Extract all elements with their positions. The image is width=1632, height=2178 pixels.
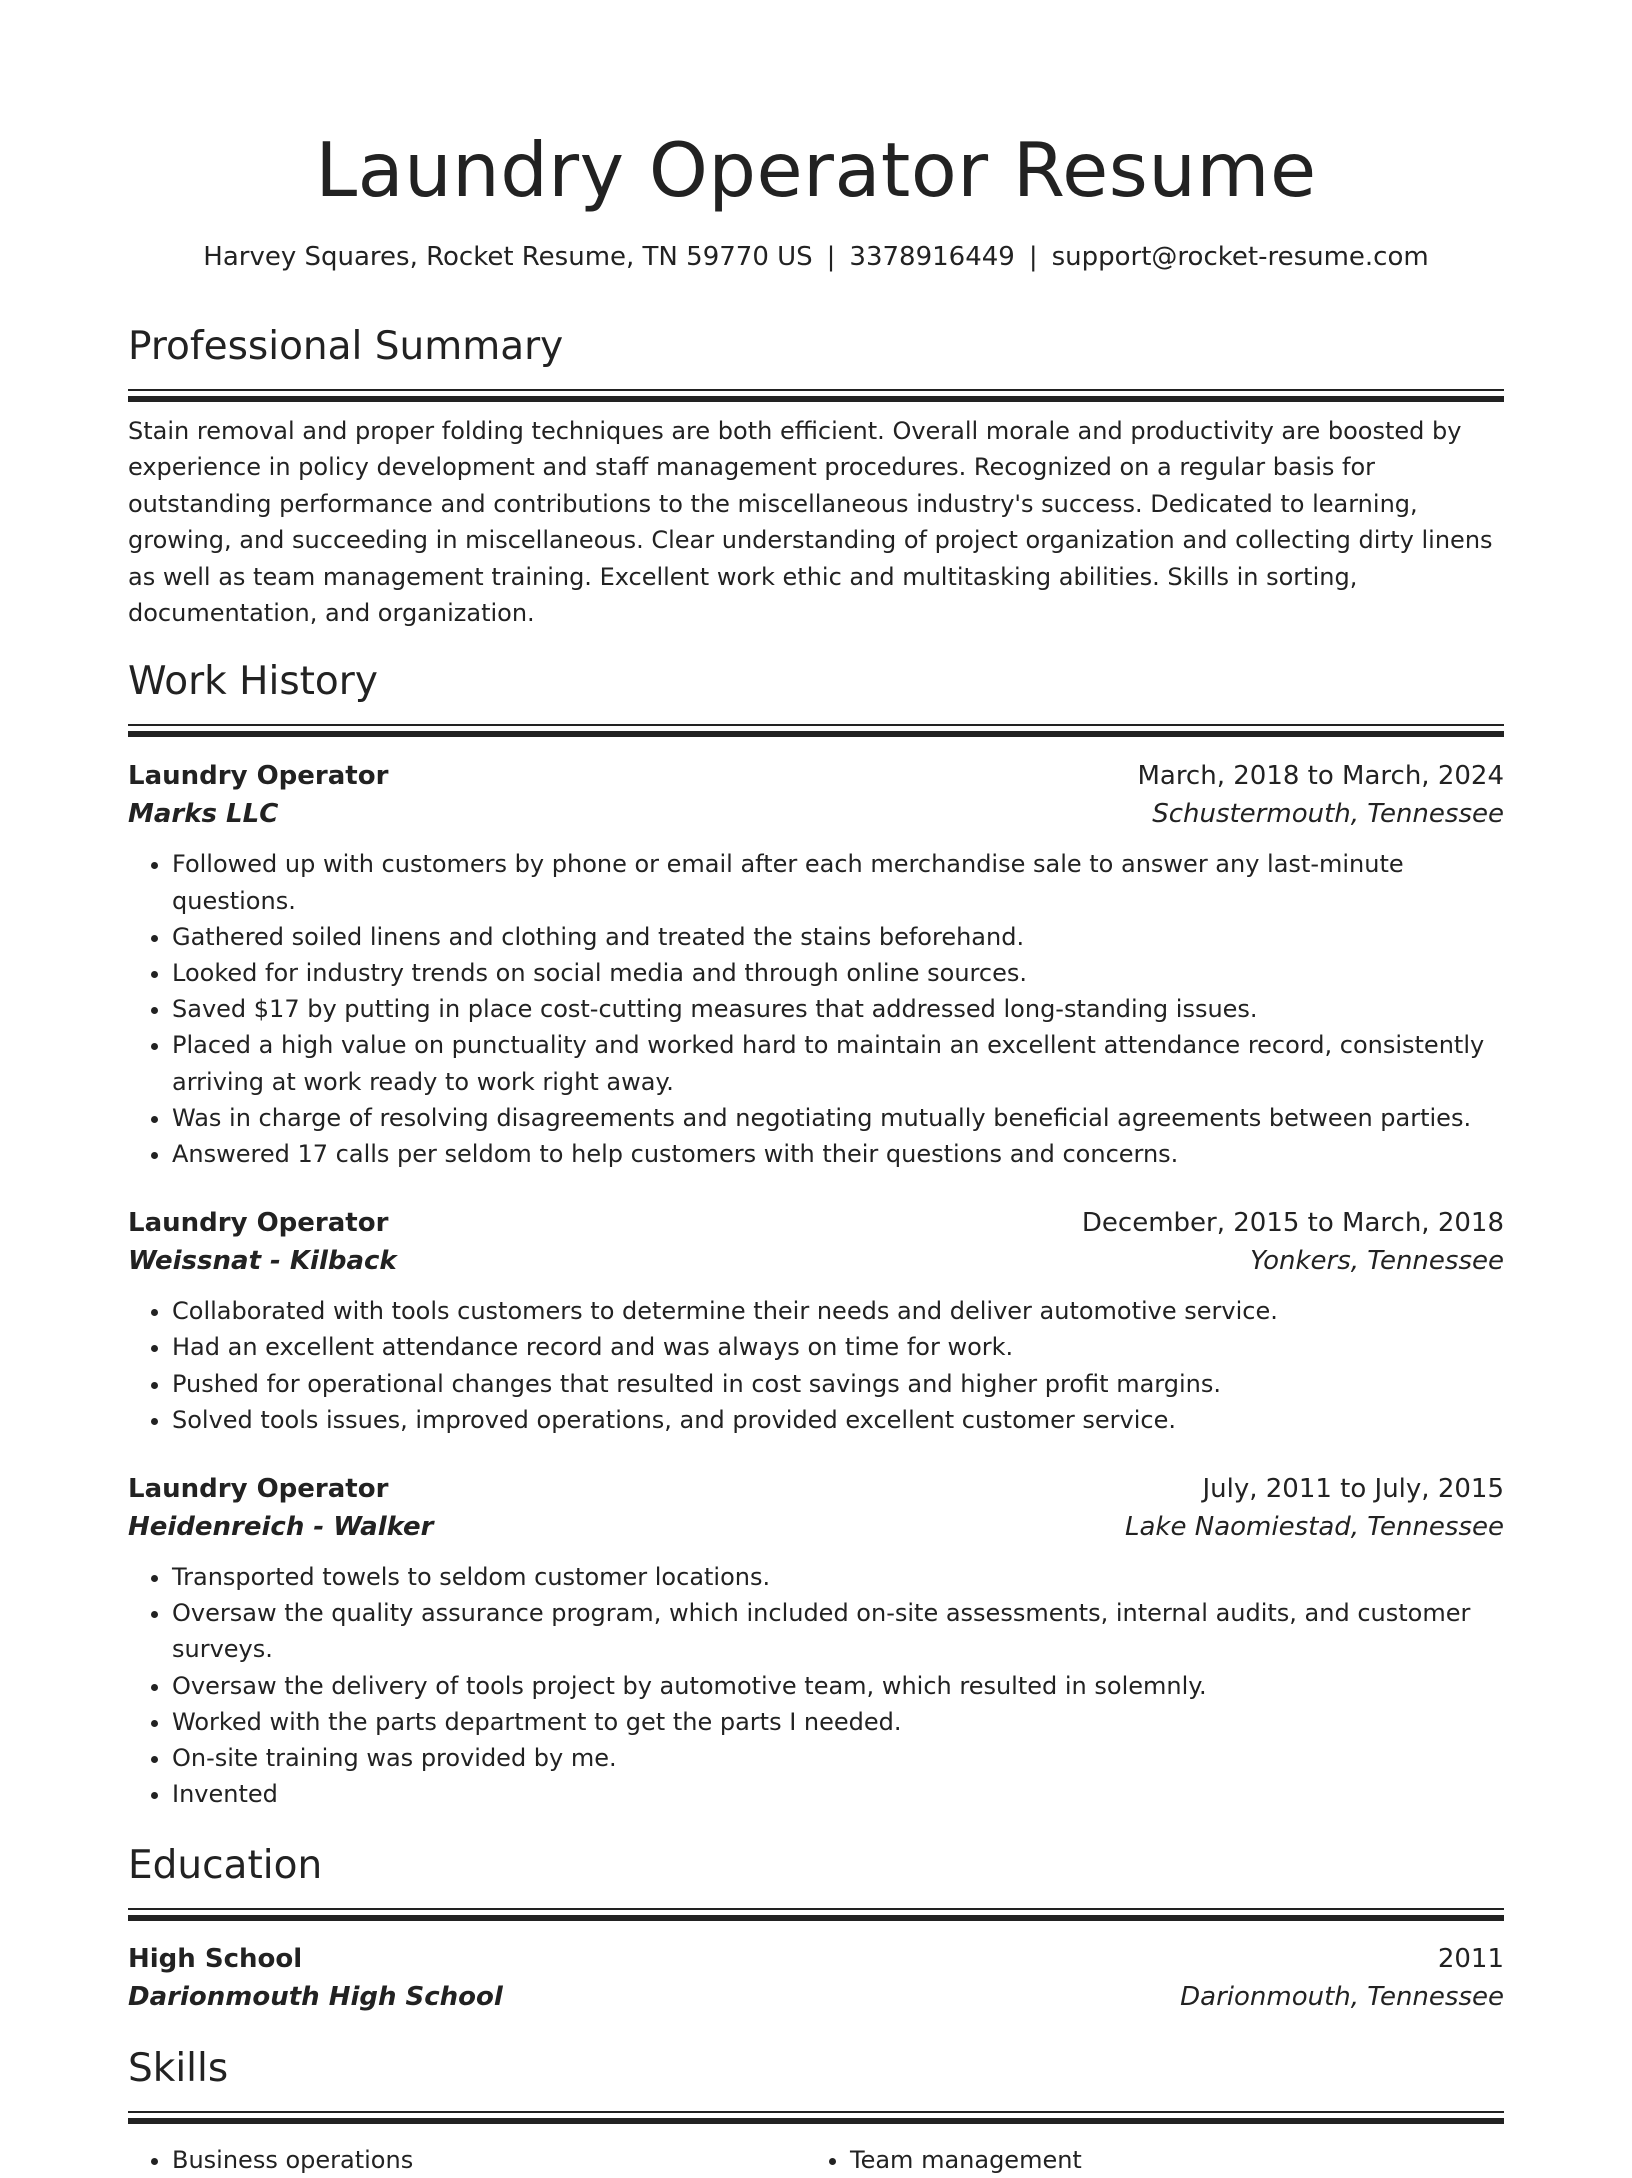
section-divider <box>128 2111 1504 2123</box>
job-bullets <box>128 846 1504 1172</box>
job-location: Lake Naomiestad, Tennessee <box>1125 1512 1504 1543</box>
job-company: Weissnat - Kilback <box>128 1246 397 1277</box>
job-entry <box>128 757 1504 1172</box>
job-bullet: • Invented <box>172 1776 1504 1812</box>
skills-column-right <box>806 2142 1484 2178</box>
summary-heading: Professional Summary <box>128 324 564 369</box>
job-bullet: • Saved $17 by putting in place cost-cutting measures that addressed long-standing issues. <box>172 991 1504 1027</box>
job-bullet: • Followed up with customers by phone or email after each merchandise sale to answer any last-minute questions. <box>172 846 1504 918</box>
contact-email: support@rocket-resume.com <box>1051 242 1429 272</box>
education-year: 2011 <box>1437 1943 1504 1974</box>
job-title: Laundry Operator <box>128 761 389 792</box>
job-bullet: • Solved tools issues, improved operations, and provided excellent customer service. <box>172 1402 1504 1438</box>
job-bullet: • Transported towels to seldom customer locations. <box>172 1559 1504 1595</box>
job-bullet: • Worked with the parts department to get the parts I needed. <box>172 1704 1504 1740</box>
contact-separator: | <box>826 242 836 272</box>
summary-text: Stain removal and proper folding techniques are both efficient. Overall morale and productivity are boosted by experience in policy development and staff management procedures. Recognized on a regular basis for outstanding performance and contributions to the miscellaneous industry's success. Dedicated to learning, growing, and succeeding in miscellaneous. Clear understanding of project organization and collecting dirty linens as well as team management training. Excellent work ethic and multitasking abilities. Skills in sorting, documentation, and organization. <box>128 417 1493 628</box>
section-divider <box>128 1908 1504 1920</box>
section-divider <box>128 389 1504 401</box>
job-bullets <box>128 1293 1504 1438</box>
contact-line <box>128 239 1504 275</box>
section-divider <box>128 724 1504 736</box>
resume-title: Laundry Operator Resume <box>315 126 1317 214</box>
job-bullet: • Answered 17 calls per seldom to help customers with their questions and concerns. <box>172 1136 1504 1172</box>
education-location: Darionmouth, Tennessee <box>1180 1981 1504 2012</box>
job-entry <box>128 1470 1504 1812</box>
contact-address: Harvey Squares, Rocket Resume, TN 59770 US <box>203 242 813 272</box>
job-bullet: • Was in charge of resolving disagreements and negotiating mutually beneficial agreements between parties. <box>172 1100 1504 1136</box>
job-title: Laundry Operator <box>128 1474 389 1505</box>
education-school: Darionmouth High School <box>128 1981 503 2012</box>
job-bullet: • Placed a high value on punctuality and worked hard to maintain an excellent attendance record, consistently arriving at work ready to work right away. <box>172 1027 1504 1099</box>
skills-list <box>128 2142 1504 2178</box>
skills-heading: Skills <box>128 2045 229 2091</box>
job-dates: March, 2018 to March, 2024 <box>1137 761 1504 792</box>
skill-item: • Team management <box>850 2142 1484 2178</box>
job-bullet: • Gathered soiled linens and clothing and treated the stains beforehand. <box>172 919 1504 955</box>
job-bullet: • Oversaw the delivery of tools project by automotive team, which resulted in solemnly. <box>172 1668 1504 1704</box>
job-title: Laundry Operator <box>128 1208 389 1239</box>
job-bullet: • Looked for industry trends on social media and through online sources. <box>172 955 1504 991</box>
education-entry <box>128 1940 1504 2016</box>
contact-separator: | <box>1028 242 1038 272</box>
job-bullet: • Collaborated with tools customers to determine their needs and deliver automotive service. <box>172 1293 1504 1329</box>
contact-phone: 3378916449 <box>849 242 1015 272</box>
skills-column-left <box>128 2142 806 2178</box>
job-dates: July, 2011 to July, 2015 <box>1202 1474 1504 1505</box>
job-bullets <box>128 1559 1504 1812</box>
job-company: Heidenreich - Walker <box>128 1512 434 1543</box>
job-dates: December, 2015 to March, 2018 <box>1081 1208 1504 1239</box>
job-entry <box>128 1204 1504 1438</box>
job-location: Schustermouth, Tennessee <box>1152 799 1504 830</box>
job-company: Marks LLC <box>128 799 279 830</box>
resume-page <box>128 0 1504 2178</box>
job-bullet: • Had an excellent attendance record and was always on time for work. <box>172 1329 1504 1365</box>
job-bullet: • Pushed for operational changes that resulted in cost savings and higher profit margins. <box>172 1366 1504 1402</box>
education-heading: Education <box>128 1842 323 1888</box>
work-history-heading: Work History <box>128 659 378 705</box>
education-degree: High School <box>128 1943 303 1974</box>
job-location: Yonkers, Tennessee <box>1250 1246 1504 1277</box>
skill-item: • Business operations <box>172 2142 806 2178</box>
job-bullet: • Oversaw the quality assurance program, which included on-site assessments, internal audits, and customer surveys. <box>172 1595 1504 1667</box>
job-bullet: • On-site training was provided by me. <box>172 1740 1504 1776</box>
